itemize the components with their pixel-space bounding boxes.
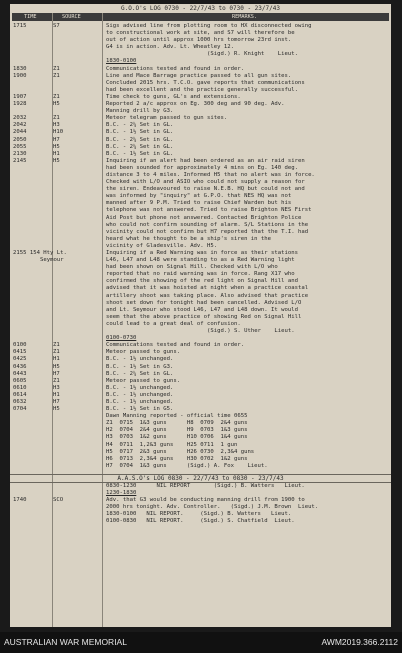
period-heading: 0100-0730 — [106, 335, 137, 342]
entry-remarks: Time check to guns, GL's and extensions. — [106, 93, 241, 100]
header-source: SOURCE — [62, 14, 81, 20]
entry-source: H5 — [53, 363, 60, 370]
entry-time: 2044 — [13, 129, 27, 136]
entry-remarks: Reported 2 a/c approx on Eg. 300 deg and 90 deg. Adv. Manning drill by G3. — [106, 101, 285, 115]
entry-remarks: B.C. - 2¼ Set in GL. — [106, 143, 174, 150]
entry-time: 0425 — [13, 356, 27, 363]
log-entry — [10, 137, 391, 144]
entry-remarks: B.C. - 2¼ Set in GL. — [106, 136, 174, 143]
entry-source: H5 — [53, 101, 60, 108]
footer-accession: AWM2019.366.2112 — [321, 637, 398, 647]
entry-remarks: B.C. - 1½ Set in G3. — [106, 363, 174, 370]
entry-remarks: Adv. that G3 would be conducting manning drill from 1900 to 2000 hrs tonight. Adv. Controller. (Sigd.) J.M. Brown Lieut. — [106, 497, 319, 511]
log-entry — [10, 250, 391, 335]
column-header-bar — [12, 13, 389, 21]
entry-remarks: Inquiring if an alert had been ordered as an air raid siren had been sounded for approximately 4 mins on Eg. 140 deg. distance 3 to 4 miles. Informed H5 that no alert was in force. Checked with L/O and ASIO who could not supply a reason for the siren. Endeavoured to raise N.E.B. HQ but could not and was informed by "inquiry" at G.P.O. that NES HQ was not manned after 9 P.M. Tried to raise Chief Warden but his telephone was not answered. Tried to raise Brighton NES First Aid Post but phone not answered. Contacted Brighton Police who could not confirm sounding of alarm. S/L Stations in the vicinity could not confirm but H7 reported that the T.I. had heard what he thought to be a ship's siren in the vicinity of Gladesville. Adv. H5. — [106, 157, 315, 249]
log-entry — [10, 371, 391, 378]
log-entry — [10, 23, 391, 58]
entry-time: 1830 — [13, 65, 27, 72]
entry-source: Z1 — [53, 115, 60, 122]
log-entry — [10, 413, 391, 470]
entry-time: 0610 — [13, 384, 27, 391]
entry-time: 2055 — [13, 143, 27, 150]
period-heading: 1830-0100 — [106, 58, 137, 65]
entry-source: Z1 — [53, 342, 60, 349]
header-remarks: REMARKS. — [232, 14, 257, 20]
log-entry — [10, 349, 391, 356]
log-entry — [10, 490, 391, 497]
entry-remarks: B.C. - 1½ unchanged. — [106, 391, 174, 398]
entry-time: 2130 — [13, 150, 27, 157]
entry-time: 0415 — [13, 349, 27, 356]
entry-remarks: B.C. - 2¼ Set in GL. — [106, 122, 174, 129]
archive-footer — [0, 632, 402, 653]
log-entry — [10, 399, 391, 406]
log-body — [10, 23, 391, 526]
entry-source: Z1 — [53, 65, 60, 72]
entry-source: H10 — [53, 129, 64, 136]
log-entry — [10, 101, 391, 115]
entry-source: Z1 — [53, 72, 60, 79]
log-entry — [10, 392, 391, 399]
log-entry — [10, 385, 391, 392]
log-entry — [10, 151, 391, 158]
log-entry — [10, 129, 391, 136]
entry-remarks: Dawn Manning reported - official time 0655 Z1 0715 1&3 guns H8 0709 2&4 guns H2 0704 2&4 guns H9 0703 1&3 guns H3 0703 1&2 guns H10 0706 1&4 guns H4 0711 1,2&3 guns H25 0711 1 gun H5 0717 2&3 guns H26 0730 2,3&4 guns H6 0713 2,3&4 guns H30 0702 1&2 guns H7 0704 1&3 guns (Sigd.) A. Fox Lieut. — [106, 413, 268, 469]
entry-time: 1907 — [13, 93, 27, 100]
entry-time: 2155 154 Hty Lt. — [13, 250, 67, 256]
log-entry — [10, 144, 391, 151]
entry-source: H7 — [53, 136, 60, 143]
entry-remarks: B.C. - 1½ Set in GL. — [106, 129, 174, 136]
entry-remarks: Meteor telegram passed to gun sites. — [106, 115, 228, 122]
entry-source: S7 — [53, 23, 60, 29]
entry-remarks: Line and Mace Barrage practice passed to all gun sites. Concluded 2015 hrs. T.C.O. gave reports that communications had been excellent and the practice generally successful. — [106, 72, 305, 93]
entry-source: H7 — [53, 370, 60, 377]
entry-source: Z1 — [53, 377, 60, 384]
log-entry — [10, 483, 391, 490]
entry-time: 2032 — [13, 115, 27, 122]
header-time: TIME — [24, 14, 37, 20]
entry-remarks: B.C. - 2¼ Set in GL. — [106, 370, 174, 377]
entry-remarks: Meteor passed to guns. — [106, 349, 181, 356]
entry-time: 1928 — [13, 101, 27, 108]
period-heading: 1230-1830 — [106, 490, 137, 497]
entry-time: 2042 — [13, 122, 27, 129]
entry-time: 2145 — [13, 157, 27, 164]
log-entry — [10, 511, 391, 525]
entry-remarks: B.C. - 1½ Set in GL. — [106, 150, 174, 157]
entry-time: 0632 — [13, 398, 27, 405]
entry-time: 0614 — [13, 391, 27, 398]
log-entry — [10, 73, 391, 94]
entry-source: Z1 — [53, 349, 60, 356]
section-title: A.A.S.O's LOG 0830 - 22/7/43 to 0830 - 23/7/43 — [10, 474, 391, 483]
log-entry — [10, 378, 391, 385]
log-sheet — [10, 4, 391, 627]
entry-remarks: B.C. - 1½ unchanged. — [106, 398, 174, 405]
entry-remarks: Communications tested and found in order. — [106, 65, 245, 72]
footer-institution: AUSTRALIAN WAR MEMORIAL — [4, 637, 127, 647]
entry-time: 1715 — [13, 23, 27, 29]
entry-remarks: Sigs advised line from plotting room to HX disconnected owing to constructional work at site, and S7 will therefore be out of action until approx 1000 hrs tomorrow 23rd inst. G4 is in action. Adv. Lt. Wheatley 12. (Sigd.) R. Knight Lieut. — [106, 23, 312, 58]
entry-remarks: Inquiring if a Red Warning was in force as their stations L46, L47 and L48 were standing to as a Red Warning light had been shown on Signal Hill. Checked with L/O who reported that no raid warning was in force. Rang X17 who confirmed the showing of the red light on Signal Hill and advised that it was hoisted at night when a practice coastal artillery shoot was taking place. Also advised that practice shoot set down for tonight had been cancelled. Advised L/O and Lt. Seymour who stood L46, L47 and L48 down. It would seem that the above practice of showing Red on Signal Hill could lead to a great deal of confusion. (Sigd.) S. Uther Lieut. — [106, 250, 309, 335]
entry-time: 0704 — [13, 406, 27, 413]
log-entry — [10, 58, 391, 65]
entry-time: 0436 — [13, 363, 27, 370]
entry-remarks: B.C. - 1½ unchanged. — [106, 384, 174, 391]
log-entry — [10, 497, 391, 511]
entry-source: H5 — [53, 406, 60, 413]
entry-source: H1 — [53, 150, 60, 157]
entry-source: H5 — [53, 157, 60, 164]
log-entry — [10, 364, 391, 371]
entry-source: H1 — [53, 356, 60, 363]
entry-remarks: 0830-1230 NIL REPORT (Sigd.) B. Watters Lieut. — [106, 483, 305, 489]
entry-source: Z1 — [53, 93, 60, 100]
entry-source: H1 — [53, 391, 60, 398]
entry-time: 0443 — [13, 370, 27, 377]
entry-remarks: Communications tested and found in order. — [106, 342, 245, 349]
entry-time: 1900 — [13, 72, 27, 79]
log-entry — [10, 335, 391, 342]
log-entry — [10, 94, 391, 101]
entry-source: H7 — [53, 398, 60, 405]
entry-remarks: Meteor passed to guns. — [106, 377, 181, 384]
log-entry — [10, 115, 391, 122]
log-entry — [10, 158, 391, 250]
entry-source: H3 — [53, 122, 60, 129]
entry-time: 1740 — [13, 497, 27, 504]
log-entry — [10, 66, 391, 73]
entry-time: 0100 — [13, 342, 27, 349]
entry-source: SCO — [53, 497, 64, 504]
log-entry — [10, 406, 391, 413]
log-title: G.O.O's LOG 0730 - 22/7/43 to 0730 - 23/7/43 — [121, 5, 280, 12]
entry-remarks: 1830-0100 NIL REPORT. (Sigd.) B. Watters Lieut. 0100-0830 NIL REPORT. (Sigd.) S. Chatfield Lieut. — [106, 511, 295, 525]
entry-source: H3 — [53, 384, 60, 391]
entry-remarks: B.C. - 1½ unchanged. — [106, 356, 174, 363]
entry-source: H5 — [53, 143, 60, 150]
log-entry — [10, 356, 391, 363]
entry-officer: Seymour — [40, 257, 64, 263]
entry-remarks: B.C. - 1½ Set in G5. — [106, 406, 174, 413]
log-entry — [10, 342, 391, 349]
entry-time: 0605 — [13, 377, 27, 384]
log-entry — [10, 122, 391, 129]
entry-time: 2050 — [13, 136, 27, 143]
